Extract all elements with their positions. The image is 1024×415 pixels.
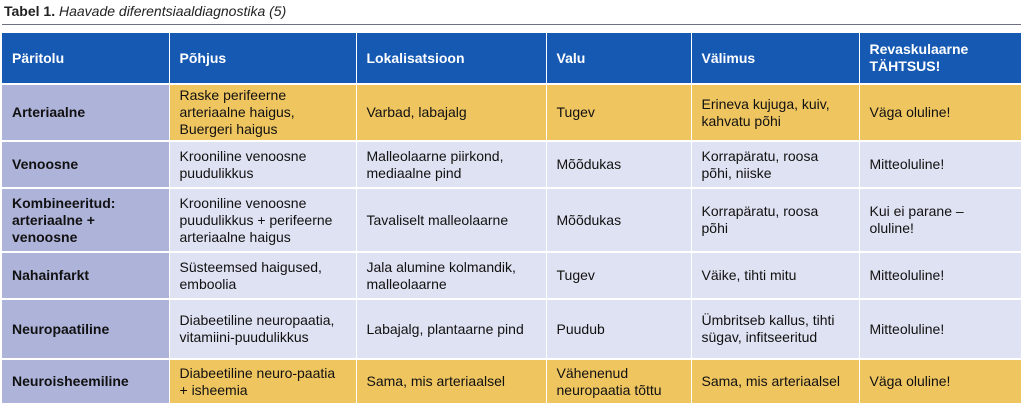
header-pain: Valu bbox=[546, 33, 691, 84]
location-cell: Jala alumine kolmandik, malleolaarne bbox=[356, 252, 546, 299]
importance-cell: Väga oluline! bbox=[859, 359, 1021, 403]
caption-label: Tabel 1. bbox=[4, 3, 56, 19]
table-caption bbox=[4, 3, 286, 20]
header-location: Lokalisatsioon bbox=[356, 33, 546, 84]
appearance-cell: Väike, tihti mitu bbox=[691, 252, 859, 299]
pain-cell: Tugev bbox=[546, 84, 691, 141]
table-row bbox=[2, 141, 1021, 188]
cause-cell: Krooniline venoosne puudulikkus + perifeerne arteriaalne haigus bbox=[169, 188, 356, 252]
appearance-cell: Ümbritseb kallus, tihti sügav, infitseeritud bbox=[691, 299, 859, 359]
appearance-cell: Korrapäratu, roosa põhi bbox=[691, 188, 859, 252]
location-cell: Varbad, labajalg bbox=[356, 84, 546, 141]
header-origin: Päritolu bbox=[2, 33, 169, 84]
cause-cell: Raske perifeerne arteriaalne haigus, Buergeri haigus bbox=[169, 84, 356, 141]
importance-cell: Kui ei parane – oluline! bbox=[859, 188, 1021, 252]
appearance-cell: Sama, mis arteriaalsel bbox=[691, 359, 859, 403]
pain-cell: Mõõdukas bbox=[546, 141, 691, 188]
cause-cell: Süsteemsed haigused, emboolia bbox=[169, 252, 356, 299]
appearance-cell: Korrapäratu, roosa põhi, niiske bbox=[691, 141, 859, 188]
origin-cell: Nahainfarkt bbox=[2, 252, 169, 299]
importance-cell: Mitteoluline! bbox=[859, 252, 1021, 299]
importance-cell: Väga oluline! bbox=[859, 84, 1021, 141]
table-row bbox=[2, 299, 1021, 359]
origin-cell: Kombineeritud: arteriaalne + venoosne bbox=[2, 188, 169, 252]
table-row bbox=[2, 84, 1021, 141]
header-appearance: Välimus bbox=[691, 33, 859, 84]
origin-cell: Neuropaatiline bbox=[2, 299, 169, 359]
location-cell: Labajalg, plantaarne pind bbox=[356, 299, 546, 359]
location-cell: Malleolaarne piirkond, mediaalne pind bbox=[356, 141, 546, 188]
header-revascular-importance: Revaskulaarne TÄHTSUS! bbox=[859, 33, 1021, 84]
location-cell: Sama, mis arteriaalsel bbox=[356, 359, 546, 403]
header-cause: Põhjus bbox=[169, 33, 356, 84]
cause-cell: Diabeetiline neuropaatia, vitamiini-puudulikkus bbox=[169, 299, 356, 359]
pain-cell: Mõõdukas bbox=[546, 188, 691, 252]
pain-cell: Vähenenud neuropaatia tõttu bbox=[546, 359, 691, 403]
origin-cell: Arteriaalne bbox=[2, 84, 169, 141]
caption-divider bbox=[2, 24, 1021, 25]
cause-cell: Diabeetiline neuro-paatia + isheemia bbox=[169, 359, 356, 403]
importance-cell: Mitteoluline! bbox=[859, 141, 1021, 188]
pain-cell: Puudub bbox=[546, 299, 691, 359]
table-row bbox=[2, 188, 1021, 252]
importance-cell: Mitteoluline! bbox=[859, 299, 1021, 359]
origin-cell: Neuroisheemiline bbox=[2, 359, 169, 403]
header-row bbox=[2, 33, 1021, 84]
caption-title: Haavade diferentsiaaldiagnostika (5) bbox=[58, 3, 287, 19]
origin-cell: Venoosne bbox=[2, 141, 169, 188]
pain-cell: Tugev bbox=[546, 252, 691, 299]
differential-diagnosis-table bbox=[2, 33, 1021, 403]
table-row bbox=[2, 252, 1021, 299]
cause-cell: Krooniline venoosne puudulikkus bbox=[169, 141, 356, 188]
location-cell: Tavaliselt malleolaarne bbox=[356, 188, 546, 252]
appearance-cell: Erineva kujuga, kuiv, kahvatu põhi bbox=[691, 84, 859, 141]
table-row bbox=[2, 359, 1021, 403]
